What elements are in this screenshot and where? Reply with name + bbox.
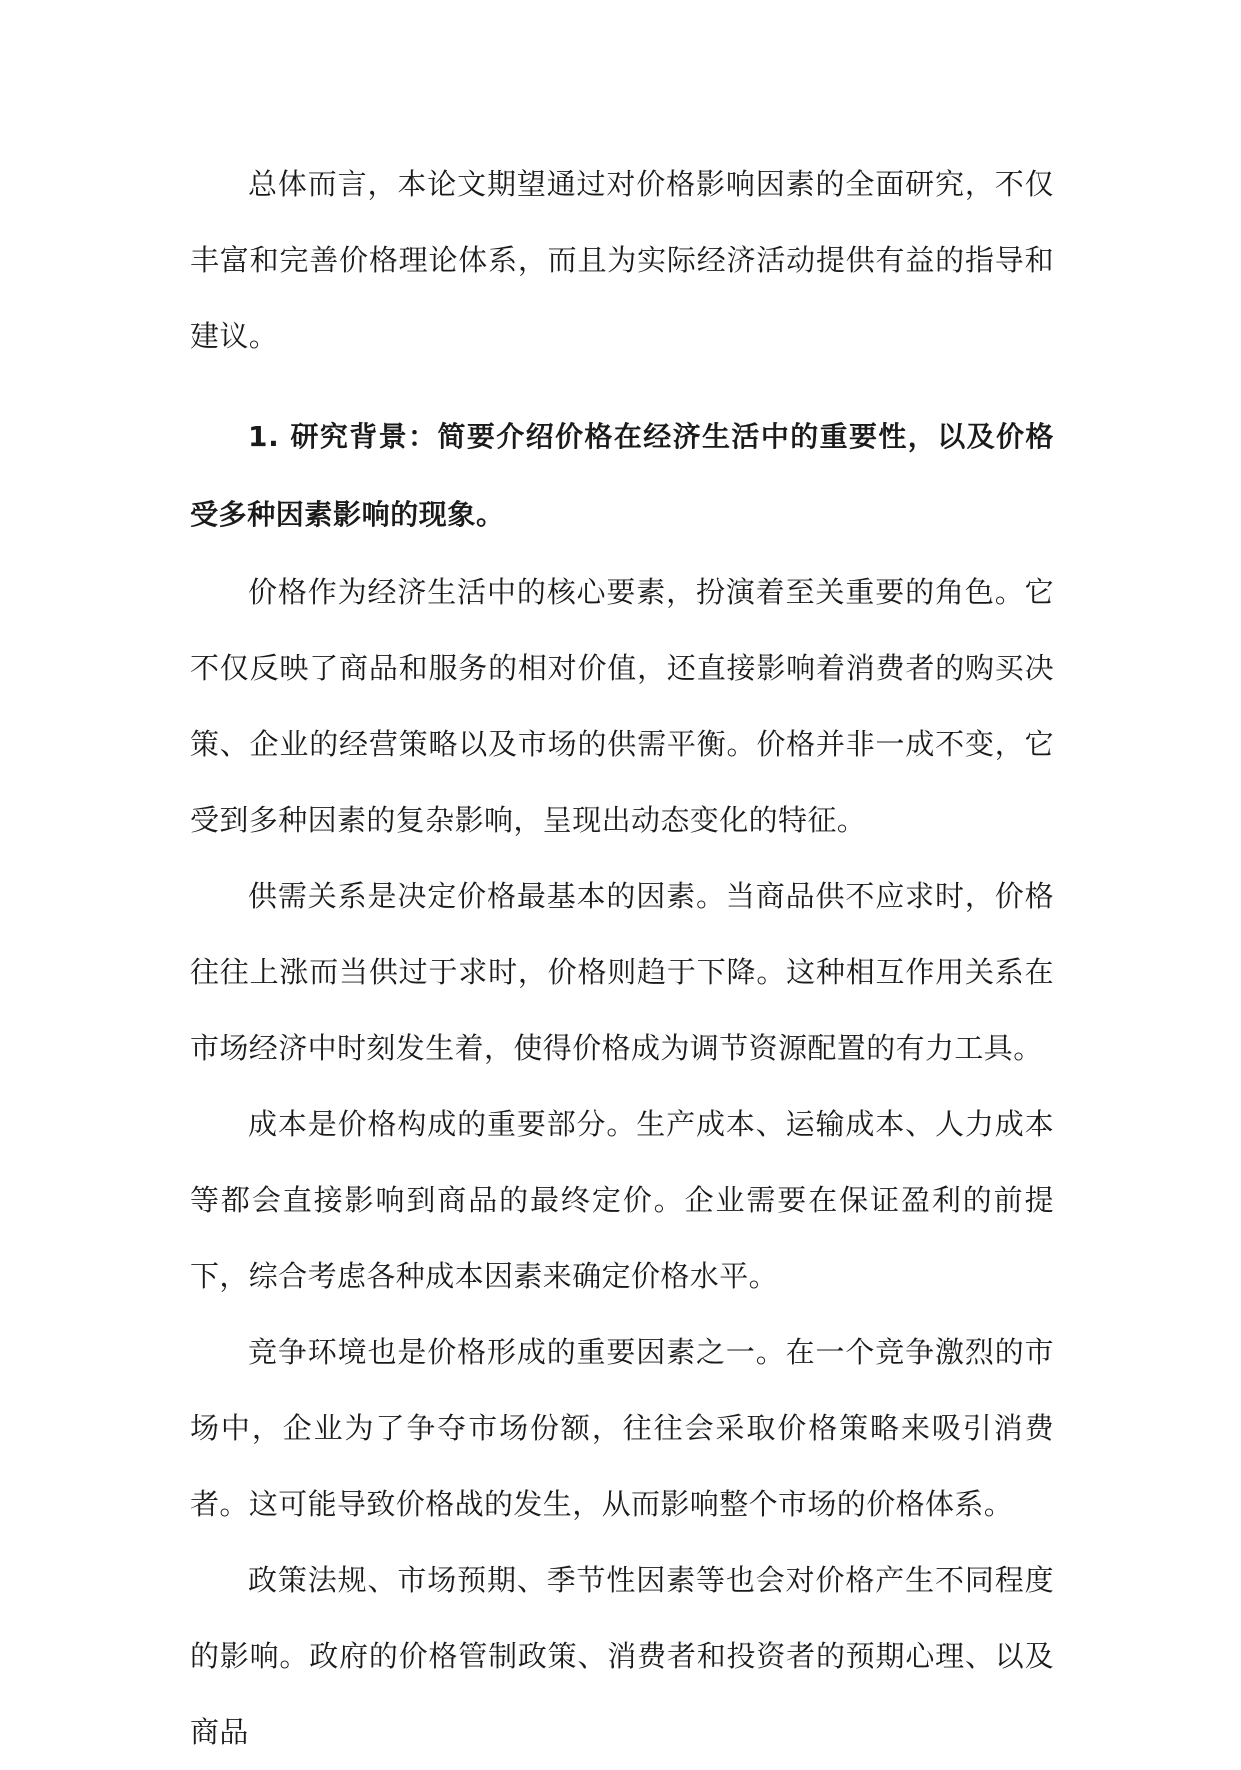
- body-paragraph: 价格作为经济生活中的核心要素，扮演着至关重要的角色。它不仅反映了商品和服务的相对价值，还直接影响着消费者的购买决策、企业的经营策略以及市场的供需平衡。价格并非一成不变，它受到多种因素的复杂影响，呈现出动态变化的特征。: [190, 575, 1054, 837]
- section-heading: 1. 研究背景：简要介绍价格在经济生活中的重要性，以及价格受多种因素影响的现象。: [190, 420, 1054, 531]
- document-body: [190, 146, 1054, 1770]
- body-paragraph: 供需关系是决定价格最基本的因素。当商品供不应求时，价格往往上涨而当供过于求时，价格则趋于下降。这种相互作用关系在市场经济中时刻发生着，使得价格成为调节资源配置的有力工具。: [190, 879, 1054, 1065]
- intro-paragraph: 总体而言，本论文期望通过对价格影响因素的全面研究，不仅丰富和完善价格理论体系，而且为实际经济活动提供有益的指导和建议。: [190, 167, 1054, 353]
- body-paragraph: 成本是价格构成的重要部分。生产成本、运输成本、人力成本等都会直接影响到商品的最终定价。企业需要在保证盈利的前提下，综合考虑各种成本因素来确定价格水平。: [190, 1107, 1054, 1293]
- body-paragraph: 政策法规、市场预期、季节性因素等也会对价格产生不同程度的影响。政府的价格管制政策、消费者和投资者的预期心理、以及商品: [190, 1563, 1054, 1749]
- body-paragraph: 竞争环境也是价格形成的重要因素之一。在一个竞争激烈的市场中，企业为了争夺市场份额，往往会采取价格策略来吸引消费者。这可能导致价格战的发生，从而影响整个市场的价格体系。: [190, 1335, 1054, 1521]
